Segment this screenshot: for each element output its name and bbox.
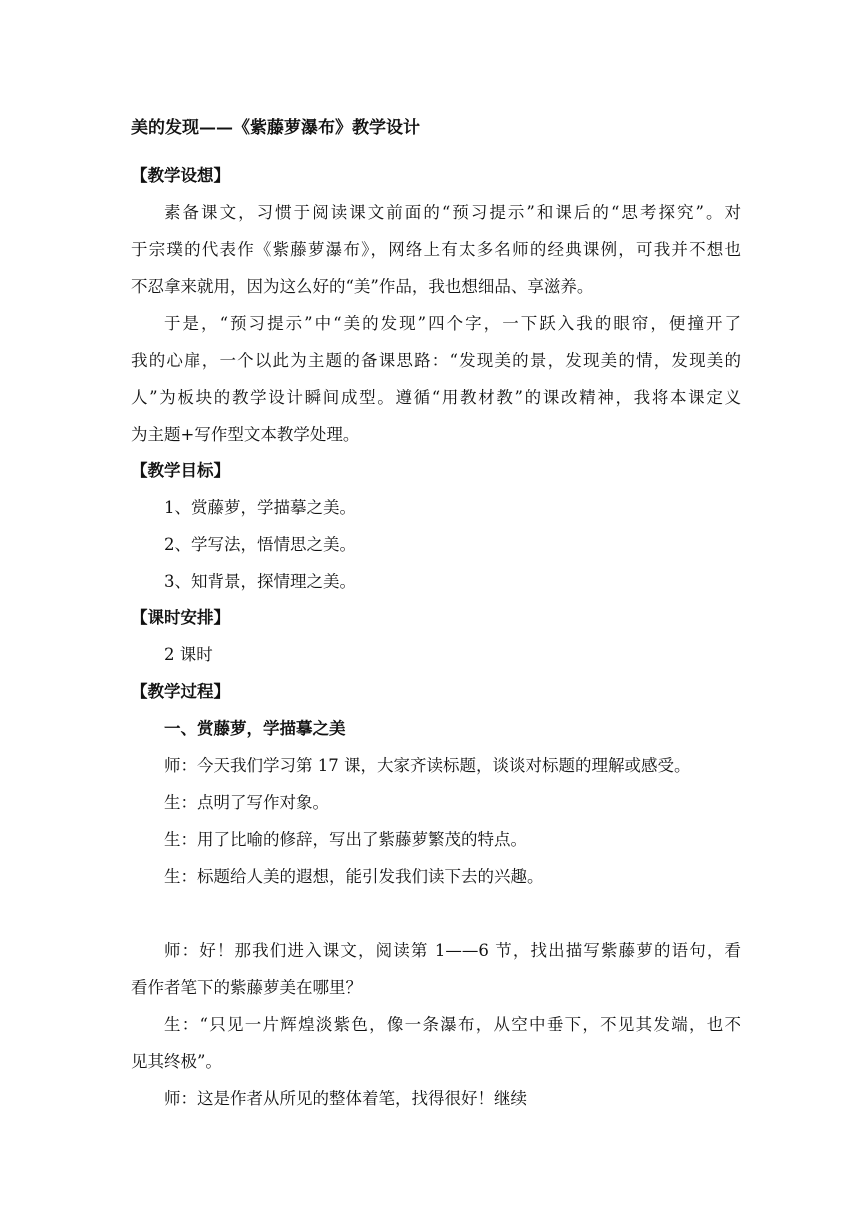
goal-item: 1、赏藤萝，学描摹之美。 xyxy=(164,498,356,517)
section-heading-goals: 【教学目标】 xyxy=(131,461,230,480)
goal-item: 2、学写法，悟情思之美。 xyxy=(164,535,356,554)
paragraph-line: 于是，“预习提示”中“美的发现”四个字，一下跃入我的眼帘，便撞开了 xyxy=(164,314,741,333)
schedule-value: 2 课时 xyxy=(164,645,213,664)
dialogue-line: 生：点明了写作对象。 xyxy=(164,793,329,812)
dialogue-line: 生：“只见一片辉煌淡紫色，像一条瀑布，从空中垂下，不见其发端，也不 xyxy=(164,1015,741,1034)
dialogue-line: 师：这是作者从所见的整体着笔，找得很好！继续 xyxy=(164,1089,527,1108)
paragraph-line: 人”为板块的教学设计瞬间成型。遵循“用教材教”的课改精神，我将本课定义 xyxy=(131,388,741,407)
document-title: 美的发现——《紫藤萝瀑布》教学设计 xyxy=(131,118,420,138)
dialogue-line: 师：好！那我们进入课文，阅读第 1——6 节，找出描写紫藤萝的语句，看 xyxy=(164,941,741,960)
process-subheading: 一、赏藤萝，学描摹之美 xyxy=(164,719,346,738)
dialogue-line: 看作者笔下的紫藤萝美在哪里？ xyxy=(131,978,362,997)
dialogue-line: 生：用了比喻的修辞，写出了紫藤萝繁茂的特点。 xyxy=(164,830,527,849)
paragraph-line: 为主题+写作型文本教学处理。 xyxy=(131,425,360,444)
goal-item: 3、知背景，探情理之美。 xyxy=(164,572,356,591)
paragraph-line: 不忍拿来就用，因为这么好的“美”作品，我也想细品、享滋养。 xyxy=(131,277,594,296)
dialogue-line: 师：今天我们学习第 17 课，大家齐读标题，谈谈对标题的理解或感受。 xyxy=(164,756,691,775)
paragraph-line: 于宗璞的代表作《紫藤萝瀑布》，网络上有太多名师的经典课例，可我并不想也 xyxy=(131,240,741,259)
section-heading-schedule: 【课时安排】 xyxy=(131,608,230,627)
section-heading-design: 【教学设想】 xyxy=(131,166,230,185)
dialogue-line: 见其终极”。 xyxy=(131,1052,222,1071)
paragraph-line: 我的心扉，一个以此为主题的备课思路：“发现美的景，发现美的情，发现美的 xyxy=(131,351,741,370)
section-heading-process: 【教学过程】 xyxy=(131,682,230,701)
paragraph-line: 素备课文，习惯于阅读课文前面的“预习提示”和课后的“思考探究”。对 xyxy=(164,203,741,222)
dialogue-line: 生：标题给人美的遐想，能引发我们读下去的兴趣。 xyxy=(164,867,544,886)
